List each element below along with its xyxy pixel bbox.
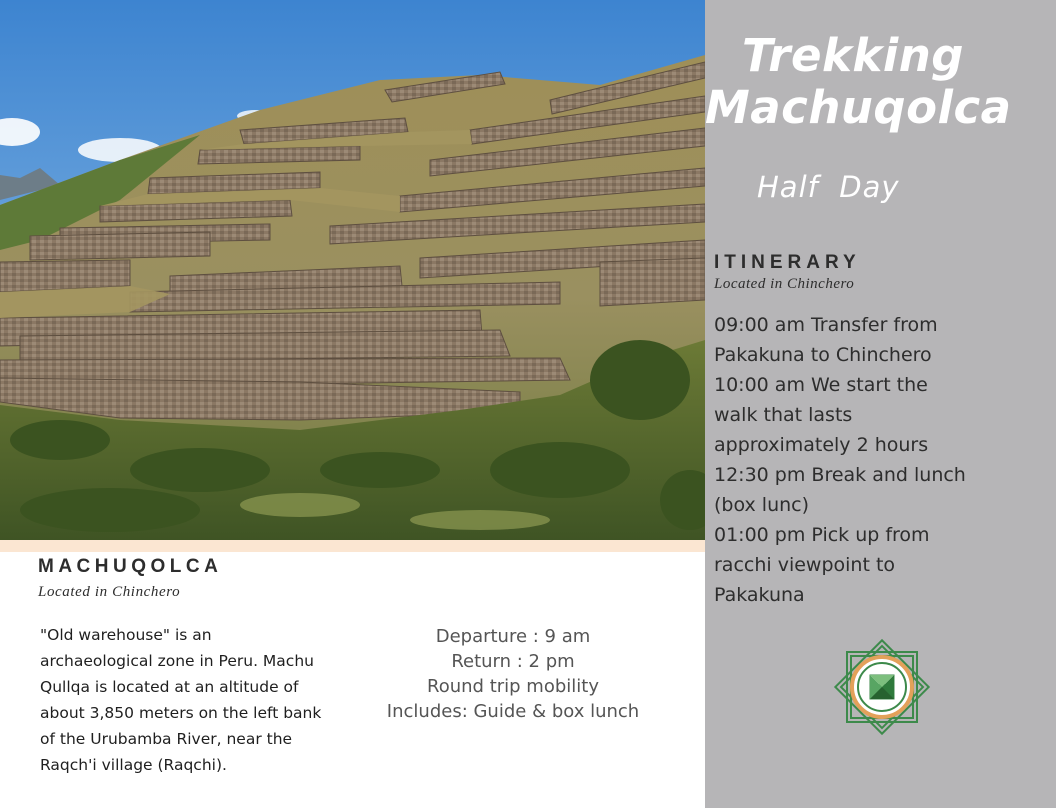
- tour-details: [368, 624, 658, 724]
- includes-info: Includes: Guide & box lunch: [386, 701, 640, 722]
- itinerary-line: 01:00 pm Pick up from: [714, 524, 930, 546]
- itinerary-location: Located in Chinchero: [714, 276, 855, 292]
- title-line-1: Trekking: [742, 29, 964, 82]
- page-title: [705, 29, 1012, 134]
- itinerary-line: (box lunc): [714, 494, 810, 516]
- terraces-illustration: [0, 0, 705, 540]
- itinerary-heading: ITINERARY: [714, 252, 861, 273]
- title-line-2: Machuqolca: [705, 81, 1012, 134]
- return-time: Return : 2 pm: [451, 651, 575, 672]
- place-description: [40, 622, 362, 778]
- itinerary-line: 10:00 am We start the: [714, 374, 928, 396]
- photo-caption-band: [0, 540, 705, 552]
- itinerary-line: 12:30 pm Break and lunch: [714, 464, 966, 486]
- description-line: about 3,850 meters on the left bank: [40, 704, 322, 722]
- itinerary-line: walk that lasts: [714, 404, 853, 426]
- itinerary-line: Pakakuna: [714, 584, 805, 606]
- duration-subtitle: Half Day: [757, 170, 900, 204]
- itinerary-line: 09:00 am Transfer from: [714, 314, 938, 336]
- description-line: of the Urubamba River, near the: [40, 730, 293, 748]
- side-panel: [705, 0, 1056, 808]
- description-line: Qullqa is located at an altitude of: [40, 678, 299, 696]
- departure-time: Departure : 9 am: [435, 626, 591, 647]
- itinerary-list: [714, 310, 1044, 610]
- itinerary-line: racchi viewpoint to: [714, 554, 896, 576]
- place-heading: MACHUQOLCA: [38, 556, 223, 577]
- place-location: Located in Chinchero: [38, 584, 181, 600]
- hero-photo: [0, 0, 705, 540]
- itinerary-line: approximately 2 hours: [714, 434, 929, 456]
- itinerary-line: Pakakuna to Chinchero: [714, 344, 932, 366]
- green-pyramid-seal-icon: [827, 632, 937, 742]
- description-line: "Old warehouse" is an: [40, 626, 212, 644]
- description-line: Raqch'i village (Raqchi).: [40, 756, 227, 774]
- mobility-info: Round trip mobility: [427, 676, 599, 697]
- description-line: archaeological zone in Peru. Machu: [40, 652, 314, 670]
